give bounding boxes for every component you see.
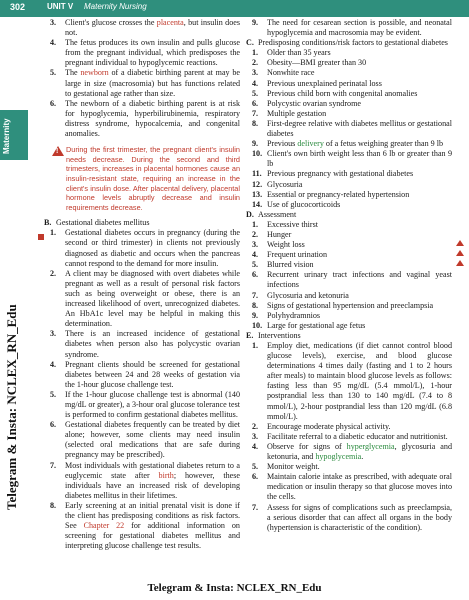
list-item: [44, 420, 240, 460]
list-item: [246, 99, 452, 109]
list-item: [246, 311, 452, 321]
item-text: Observe for signs of: [267, 441, 347, 451]
item-text: Older than 35 years: [267, 48, 331, 58]
list-item: [44, 360, 240, 390]
list-item: [246, 291, 452, 301]
item-text: Large for gestational age fetus: [267, 320, 366, 330]
list-item: [246, 190, 452, 200]
section-letter: B.: [44, 218, 52, 228]
list-item: [246, 250, 452, 260]
item-text: Facilitate referral to a diabetic educator and nutritionist.: [267, 431, 448, 441]
up-arrow-icon: [456, 260, 464, 266]
item-text: Gestational diabetes frequently can be treated by diet alone; however, some clients may need insulin (selected oral medications that are safe during pregnancy may be prescribed).: [65, 420, 240, 460]
alert-text: During the first trimester, the pregnant client's insulin needs decrease. During the second and third trimesters, increases in placental hormones cause an insulin-resistant state, requiring an increase in the client's insulin dose. After placental delivery, placental hormone levels abruptly decrease and insulin requirements decrease.: [66, 145, 240, 212]
list-item: [246, 180, 452, 190]
item-number: 7.: [50, 460, 57, 470]
item-number: 4.: [50, 359, 57, 369]
item-text: Excessive thirst: [267, 219, 319, 229]
item-text: Glycosuria: [267, 179, 303, 189]
item-text: The newborn of a diabetic birthing parent is at risk for hypoglycemia, hyperbilirubinemia, respiratory distress syndrome, hypocalcemia, and congenital anomalies.: [65, 98, 240, 139]
section-c-list: [246, 48, 452, 210]
section-title: Interventions: [258, 330, 301, 340]
item-number: 2.: [50, 268, 57, 278]
item-number: 8.: [50, 500, 57, 510]
item-number: 9.: [252, 139, 259, 149]
side-tab: [0, 110, 28, 160]
cross-reference-link[interactable]: birth: [158, 470, 174, 480]
left-column: [44, 18, 240, 551]
glossary-term[interactable]: hyperglycemia: [346, 441, 395, 451]
list-item: [44, 68, 240, 98]
list-item: [246, 109, 452, 119]
item-text: Client's own birth weight less than 6 lb or greater than 9 lb: [267, 149, 452, 169]
up-arrow-icon: [456, 250, 464, 256]
section-e-list: [246, 341, 452, 533]
item-text: First-degree relative with diabetes mellitus or gestational diabetes: [267, 118, 452, 139]
section-title: Gestational diabetes mellitus: [56, 218, 150, 228]
list-item: [246, 503, 452, 533]
list-item: [246, 240, 452, 250]
cross-reference-link[interactable]: placenta: [156, 18, 184, 27]
item-text: Signs of gestational hypertension and preeclampsia: [267, 300, 434, 310]
item-text: Hunger: [267, 229, 292, 239]
page-number: 302: [10, 2, 26, 12]
item-text: If the 1-hour glucose challenge test is abnormal (140 mg/dL or greater), a 3-hour oral glucose tolerance test is performed to confirm gestational diabetes mellitus.: [65, 389, 240, 420]
item-text: Monitor weight.: [267, 462, 320, 472]
item-number: 4.: [252, 78, 259, 88]
item-text: Polycystic ovarian syndrome: [267, 98, 361, 108]
list-item: [246, 341, 452, 422]
side-tab-label: Maternity: [2, 118, 11, 154]
item-number: 6.: [252, 98, 259, 108]
list-item: [246, 169, 452, 179]
unit-title: Maternity Nursing: [84, 2, 147, 11]
list-item: [246, 220, 452, 230]
item-text: Frequent urination: [267, 250, 328, 260]
item-text: Previous: [267, 139, 298, 149]
list-item: [246, 422, 452, 432]
section-letter: C.: [246, 38, 254, 48]
item-text: Employ diet, medications (if diet cannot control blood glucose levels), exercise, and blood glucose determinations 4 times daily (fasting and 1 to 2 hours after meals) to maintain blood glucose levels as follows: fasting less than 95 mg/dL (5.4 mmol/L), 1-hour postprandial less than 130 to 140 mg/dL (7.4 to 8 mmol/L), 2-hour postprandial less than 120 mg/dL (6.8 mmol/L).: [267, 341, 452, 421]
list-item: [246, 58, 452, 68]
priority-arrows: [456, 240, 466, 270]
right-top-list: [246, 18, 452, 38]
item-number: 1.: [252, 341, 259, 350]
item-text: Multiple gestation: [267, 108, 327, 118]
section-b-heading: [44, 218, 240, 228]
item-number: 6.: [252, 270, 259, 280]
warning-icon: [52, 146, 64, 156]
item-number: 3.: [252, 68, 259, 78]
list-item: [44, 461, 240, 501]
side-watermark: Telegram & Insta: NCLEX_RN_Edu: [4, 304, 19, 510]
left-top-list: [44, 18, 240, 139]
item-text: Previous child born with congenital anomalies: [267, 88, 418, 98]
item-number: 3.: [50, 329, 57, 339]
list-item: [246, 270, 452, 290]
section-c-heading: [246, 38, 452, 48]
item-text: Early screening at an initial prenatal visit is done if the client has predisposing conditions as risk factors. See: [65, 500, 240, 531]
section-title: Assessment: [258, 209, 297, 219]
alert-box: [44, 145, 240, 212]
item-text: Gestational diabetes occurs in pregnancy (during the second or third trimester) in clients not previously diagnosed as diabetic and occurs when the pancreas cannot respond to the demand for more insulin.: [65, 228, 240, 268]
item-number: 7.: [252, 290, 259, 300]
item-text: for additional information on screening for gestational diabetes mellitus and interpreting glucose challenge test results.: [65, 521, 240, 551]
item-number: 8.: [252, 300, 259, 310]
list-item: [246, 119, 452, 139]
item-number: 8.: [252, 118, 259, 128]
item-text: Blurred vision: [267, 260, 314, 270]
list-item: [246, 472, 452, 502]
item-number: 5.: [50, 389, 57, 399]
list-item: [246, 230, 452, 240]
list-item: [44, 99, 240, 139]
item-number: 14.: [252, 199, 263, 209]
list-item: [246, 442, 452, 462]
item-text: ; however, these individuals have an increased risk of developing diabetes mellitus in their lifetimes.: [65, 470, 241, 500]
list-item: [246, 321, 452, 331]
item-number: 13.: [252, 189, 263, 199]
section-d-list: [246, 220, 452, 331]
up-arrow-icon: [456, 240, 464, 246]
item-number: 4.: [252, 441, 259, 451]
list-item: [246, 432, 452, 442]
cross-reference-link[interactable]: newborn: [80, 68, 109, 78]
page-footer: Telegram & Insta: NCLEX_RN_Edu: [147, 582, 322, 594]
item-text: , glycosuria and ketonuria, and: [267, 441, 452, 462]
item-number: 9.: [252, 18, 259, 27]
item-text: The: [65, 68, 81, 78]
item-text: Polyhydramnios: [267, 310, 321, 320]
item-number: 5.: [252, 462, 259, 472]
item-text: , but insulin does not.: [65, 18, 241, 38]
right-column: [246, 18, 452, 533]
item-number: 2.: [252, 421, 259, 431]
item-number: 6.: [50, 420, 57, 430]
item-text: Previous unexplained perinatal loss: [267, 78, 382, 88]
item-text: Nonwhite race: [267, 68, 315, 78]
section-marker: [38, 234, 44, 240]
section-d-heading: [246, 210, 452, 220]
item-text: The fetus produces its own insulin and pulls glucose from the pregnant individual, which predisposes the pregnant individual to hypoglycemic reactions.: [65, 38, 240, 68]
list-item: [246, 200, 452, 210]
item-number: 5.: [252, 88, 259, 98]
item-number: 11.: [252, 169, 262, 179]
item-number: 2.: [252, 229, 259, 239]
item-number: 1.: [50, 228, 57, 238]
item-text: Pregnant clients should be screened for gestational diabetes between 24 and 28 weeks of gestation via the 1-hour glucose challenge test.: [65, 359, 240, 389]
item-text: A client may be diagnosed with overt diabetes while pregnant as well as a result of personal risk factors such as being overweight or obese, there is an increased likelihood of overt, unrecognized diabetes. An HbA1c level may be helpful in making this determination.: [65, 268, 240, 329]
list-item: [44, 501, 240, 551]
list-item: [44, 18, 240, 38]
item-text: Recurrent urinary tract infections and vaginal yeast infections: [267, 270, 452, 290]
item-number: 5.: [252, 260, 259, 270]
item-number: 12.: [252, 179, 263, 189]
item-text: Client's glucose crosses the: [65, 18, 157, 27]
list-item: [246, 260, 452, 270]
list-item: [246, 149, 452, 169]
section-e-heading: [246, 331, 452, 341]
list-item: [44, 228, 240, 268]
item-number: 3.: [252, 240, 259, 250]
glossary-term[interactable]: delivery: [297, 139, 324, 149]
list-item: [246, 79, 452, 89]
item-text: Essential or pregnancy-related hypertension: [267, 189, 410, 199]
section-b-list: [44, 228, 240, 551]
list-item: [44, 390, 240, 420]
item-text: There is an increased incidence of gestational diabetes when person also has polycystic ovarian syndrome.: [65, 329, 240, 359]
section-letter: D.: [246, 209, 254, 219]
list-item: [246, 89, 452, 99]
list-item: [246, 139, 452, 149]
item-text: Maintain calorie intake as prescribed, with adequate oral medication or insulin therapy so that glucose moves into the cells.: [267, 472, 452, 502]
item-number: 9.: [252, 310, 259, 320]
list-item: [246, 18, 452, 38]
cross-reference-link[interactable]: Chapter 22: [83, 521, 125, 531]
section-title: Predisposing conditions/risk factors to gestational diabetes: [258, 38, 448, 48]
item-number: 1.: [252, 48, 259, 58]
item-text: Weight loss: [267, 240, 305, 250]
item-number: 3.: [50, 18, 57, 27]
item-text: Encourage moderate physical activity.: [267, 421, 391, 431]
section-letter: E.: [246, 330, 254, 340]
item-number: 7.: [252, 502, 259, 512]
item-text: Previous pregnancy with gestational diabetes: [267, 169, 414, 179]
list-item: [246, 68, 452, 78]
item-text: Glycosuria and ketonuria: [267, 290, 349, 300]
list-item: [246, 301, 452, 311]
item-number: 1.: [252, 219, 259, 229]
item-number: 10.: [252, 320, 263, 330]
item-text: Use of glucocorticoids: [267, 199, 341, 209]
list-item: [44, 269, 240, 330]
item-number: 4.: [50, 38, 57, 48]
list-item: [44, 38, 240, 68]
item-number: 2.: [252, 58, 259, 68]
item-number: 7.: [252, 108, 259, 118]
list-item: [44, 329, 240, 359]
glossary-term[interactable]: hypoglycemia: [315, 452, 362, 462]
item-text: of a diabetic birthing parent at may be large in size (macrosomia) but has functions related to gestational age rather than size.: [65, 68, 241, 98]
item-text: The need for cesarean section is possible, and neonatal hypoglycemia and macrosomia may be evident.: [267, 18, 452, 38]
item-text: Assess for signs of complications such as preeclampsia, a serious disorder that can affect all organs in the body (hypertension is characteristic of the condition).: [267, 502, 452, 532]
list-item: [246, 48, 452, 58]
item-text: Most individuals with gestational diabetes return to a euglycemic state after: [65, 460, 240, 480]
unit-label: UNIT V: [47, 2, 74, 11]
list-item: [246, 462, 452, 472]
page-header: [0, 0, 469, 17]
item-number: 10.: [252, 149, 263, 159]
item-text: of a fetus weighing greater than 9 lb: [323, 139, 444, 149]
item-number: 4.: [252, 250, 259, 260]
item-number: 3.: [252, 431, 259, 441]
item-number: 6.: [50, 98, 57, 108]
item-number: 6.: [252, 472, 259, 482]
item-text: Obesity—BMI greater than 30: [267, 58, 367, 68]
item-number: 5.: [50, 68, 57, 78]
item-text: .: [361, 452, 364, 462]
